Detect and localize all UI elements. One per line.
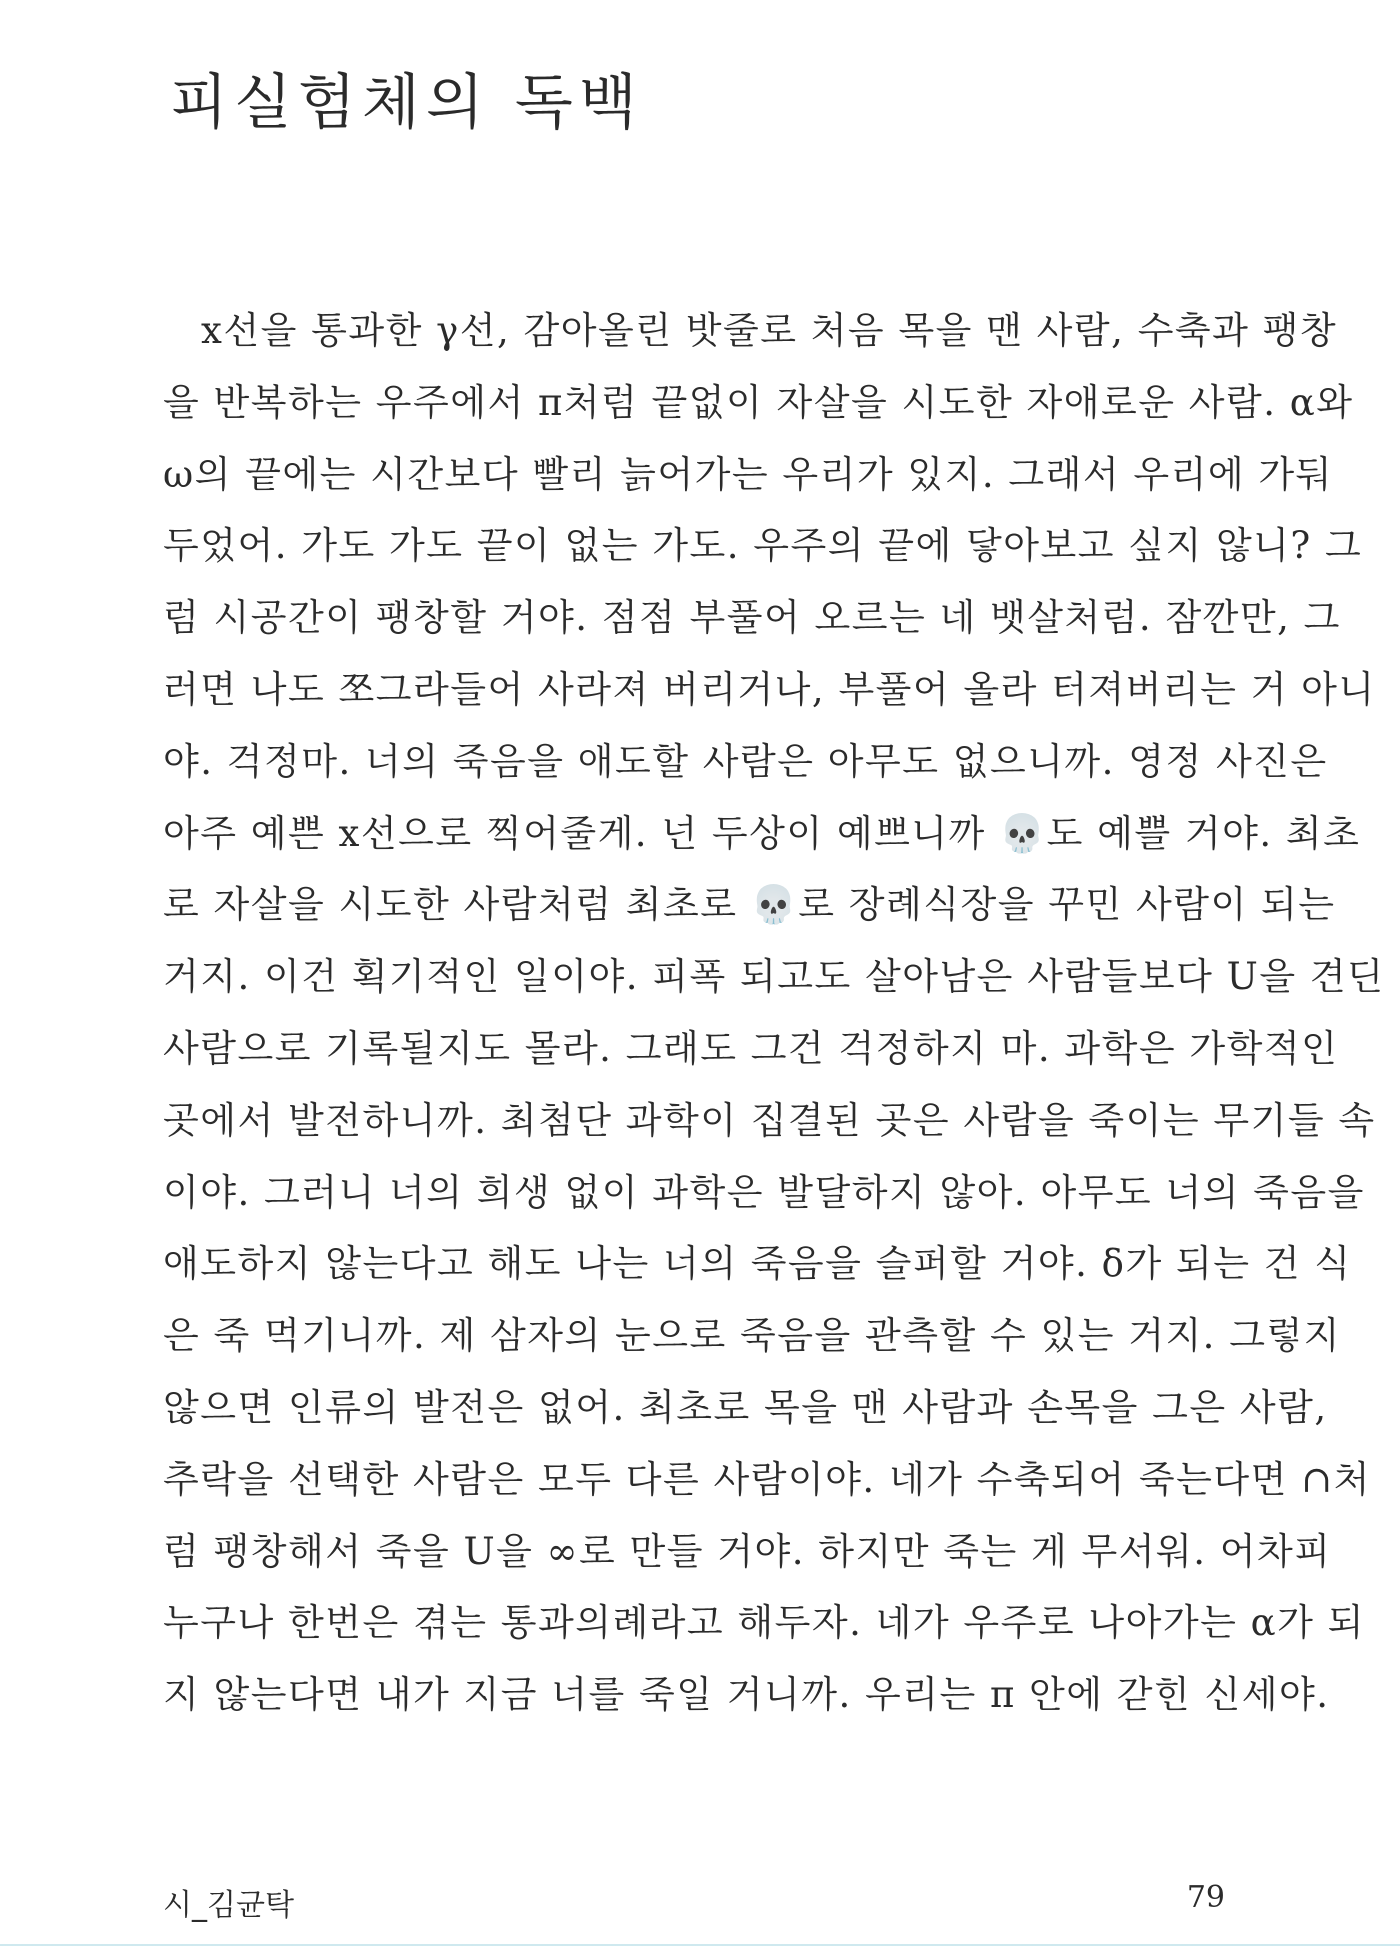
poem-line: 이야. 그러니 너의 희생 없이 과학은 발달하지 않아. 아무도 너의 죽음을 xyxy=(163,1170,1365,1214)
poem-line: 럼 팽창해서 죽을 U을 ∞로 만들 거야. 하지만 죽는 게 무서워. 어차피 xyxy=(163,1529,1332,1573)
poem-line: 사람으로 기록될지도 몰라. 그래도 그건 걱정하지 마. 과학은 가학적인 xyxy=(163,1026,1339,1070)
poem-line: 아주 예쁜 x선으로 찍어줄게. 넌 두상이 예쁘니까 💀도 예쁠 거야. 최초 xyxy=(163,811,1361,855)
poem-line: 두었어. 가도 가도 끝이 없는 가도. 우주의 끝에 닿아보고 싶지 않니? 그 xyxy=(163,524,1363,568)
poem-line: 않으면 인류의 발전은 없어. 최초로 목을 맨 사람과 손목을 그은 사람, xyxy=(163,1385,1328,1429)
poem-body xyxy=(163,295,1385,1731)
poem-line: 럼 시공간이 팽창할 거야. 점점 부풀어 오르는 네 뱃살처럼. 잠깐만, 그 xyxy=(163,596,1341,640)
poem-line: 지 않는다면 내가 지금 너를 죽일 거니까. 우리는 π 안에 갇힌 신세야. xyxy=(163,1673,1330,1717)
poem-line: 을 반복하는 우주에서 π처럼 끝없이 자살을 시도한 자애로운 사람. α와 xyxy=(163,380,1354,424)
poem-line: ω의 끝에는 시간보다 빨리 늙어가는 우리가 있지. 그래서 우리에 가둬 xyxy=(163,452,1333,496)
poem-line: 누구나 한번은 겪는 통과의례라고 해두자. 네가 우주로 나아가는 α가 되 xyxy=(163,1601,1365,1645)
poem-line: 러면 나도 쪼그라들어 사라져 버리거나, 부풀어 올라 터져버리는 거 아니 xyxy=(163,667,1376,711)
poem-line: 애도하지 않는다고 해도 나는 너의 죽음을 슬퍼할 거야. δ가 되는 건 식 xyxy=(163,1242,1352,1286)
poem-line: 곳에서 발전하니까. 최첨단 과학이 집결된 곳은 사람을 죽이는 무기들 속 xyxy=(163,1098,1376,1142)
poem-line: x선을 통과한 γ선, 감아올린 밧줄로 처음 목을 맨 사람, 수축과 팽창 xyxy=(201,309,1338,352)
footer-author-label: 시_김균탁 xyxy=(163,1888,294,1923)
page-bottom-edge xyxy=(0,1944,1400,1946)
poem-line: 로 자살을 시도한 사람처럼 최초로 💀로 장례식장을 꾸민 사람이 되는 xyxy=(163,883,1336,927)
poem-line: 추락을 선택한 사람은 모두 다른 사람이야. 네가 수축되어 죽는다면 ∩처 xyxy=(163,1457,1371,1501)
poem-line: 은 죽 먹기니까. 제 삼자의 눈으로 죽음을 관측할 수 있는 거지. 그렇지 xyxy=(163,1314,1341,1358)
poem-line: 거지. 이건 획기적인 일이야. 피폭 되고도 살아남은 사람들보다 U을 견딘 xyxy=(163,955,1385,999)
poem-title: 피실험체의 독백 xyxy=(170,68,643,138)
page-number: 79 xyxy=(1186,1880,1225,1915)
poem-line: 야. 걱정마. 너의 죽음을 애도할 사람은 아무도 없으니까. 영정 사진은 xyxy=(163,739,1328,783)
